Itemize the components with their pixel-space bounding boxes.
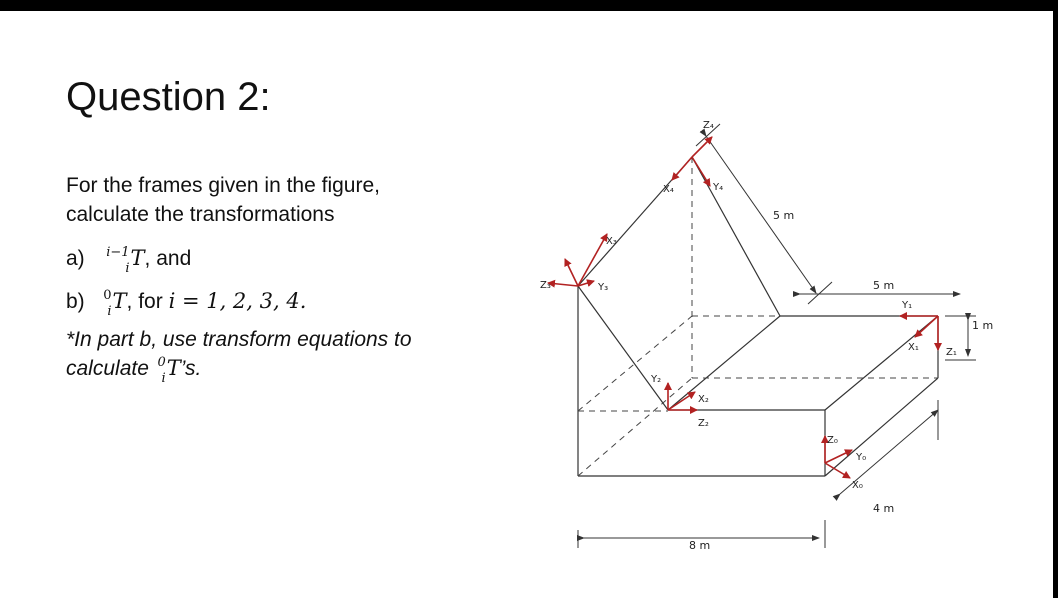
label-y2: Y₂ [651,374,662,385]
note-sub: i [161,371,166,386]
part-a-sub: i [125,261,130,276]
hidden-line-4 [578,378,692,476]
body-line-2: calculate the transformations [66,203,335,226]
part-b-sup: 0 [103,288,112,303]
note-sup: 0 [157,355,166,370]
part-b-math: i = 1, 2, 3, 4. [168,289,307,313]
label-z3: Z₃ [540,280,551,291]
note-pre: calculate [66,357,155,380]
body-line-1: For the frames given in the figure, [66,174,380,197]
arrow-x4 [672,157,692,180]
label-y4: Y₄ [713,182,724,193]
part-a-label: a) [66,247,85,270]
arrow-z3 [565,259,578,286]
page-title: Question 2: [66,75,271,119]
label-x3: X₃ [606,236,617,247]
step-top-right [825,316,938,410]
note-T: T [166,356,181,380]
part-b-T: T [112,289,127,313]
note-line-1: *In part b, use transform equations to [66,328,412,351]
platform-diagonal [668,316,780,410]
hidden-line-2 [578,316,692,411]
dim-5m-top: 5 m [873,279,895,292]
label-y3: Y₃ [598,282,609,293]
arrow-y4 [692,157,710,186]
part-a-T: T [130,246,145,270]
dim-8m: 8 m [689,539,711,552]
part-a-rest: , and [144,247,192,270]
label-z1: Z₁ [946,347,957,358]
part-b-label: b) [66,290,85,313]
step-bottom-right [825,378,938,476]
dim-4m: 4 m [873,502,895,515]
dim-5m-slope: 5 m [773,209,795,222]
arrow-z3b [548,283,578,286]
label-y1: Y₁ [902,300,913,311]
dim-1m: 1 m [972,319,994,332]
arrow-x3 [578,234,607,286]
label-z2: Z₂ [698,418,709,429]
back-slope [692,157,780,316]
note-post: ’s. [180,357,202,380]
label-x2: X₂ [698,394,709,405]
part-b-rest: , for [126,290,169,313]
label-z4: Z₄ [703,120,714,131]
part-b-sub: i [107,304,112,319]
part-a-sup: i−1 [106,245,130,260]
label-x4: X₄ [663,184,674,195]
arrow-x1 [915,316,938,337]
label-z0: Z₀ [827,435,838,446]
label-y0: Y₀ [856,452,867,463]
link-3-segment [578,286,668,410]
label-x0: X₀ [852,480,863,491]
label-x1: X₁ [908,342,919,353]
